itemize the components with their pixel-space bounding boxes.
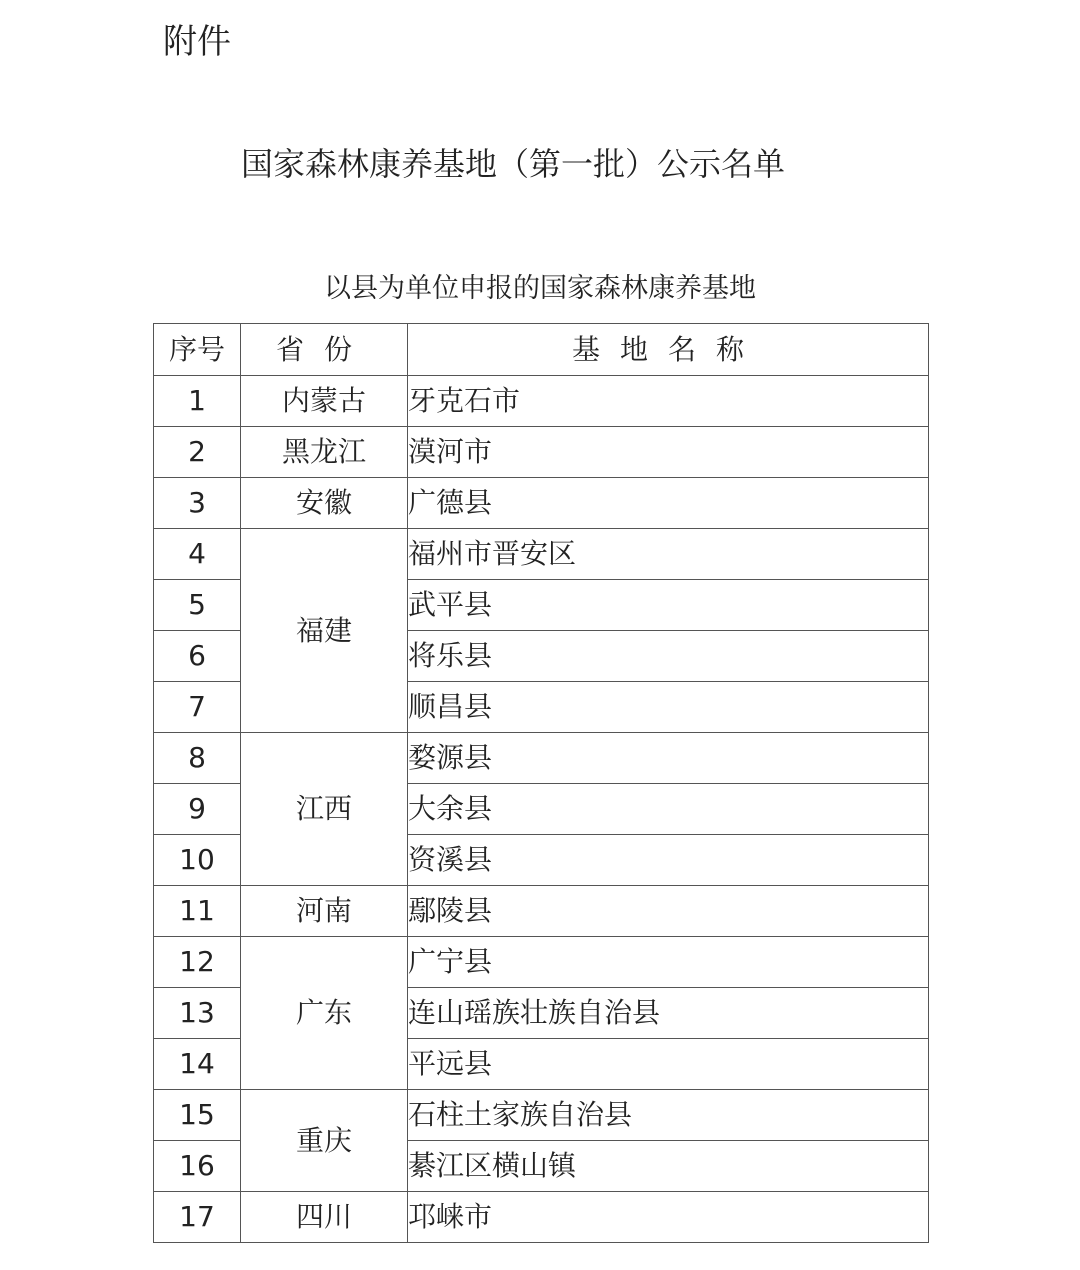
serial-number-cell: 15 bbox=[154, 1090, 241, 1141]
base-name-cell: 资溪县 bbox=[408, 835, 929, 886]
table-row bbox=[154, 1192, 929, 1243]
base-name-cell: 广德县 bbox=[408, 478, 929, 529]
base-name-cell: 邛崃市 bbox=[408, 1192, 929, 1243]
serial-number-cell: 3 bbox=[154, 478, 241, 529]
base-name-cell: 鄢陵县 bbox=[408, 886, 929, 937]
province-cell: 江西 bbox=[241, 733, 408, 886]
base-name-cell: 连山瑶族壮族自治县 bbox=[408, 988, 929, 1039]
serial-number-cell: 8 bbox=[154, 733, 241, 784]
serial-number-cell: 14 bbox=[154, 1039, 241, 1090]
serial-number-cell: 16 bbox=[154, 1141, 241, 1192]
table-body bbox=[154, 376, 929, 1243]
serial-number-cell: 7 bbox=[154, 682, 241, 733]
base-name-cell: 石柱土家族自治县 bbox=[408, 1090, 929, 1141]
table-row bbox=[154, 733, 929, 784]
table-row bbox=[154, 937, 929, 988]
attachment-label: 附件 bbox=[163, 22, 231, 62]
serial-number-cell: 11 bbox=[154, 886, 241, 937]
province-cell: 黑龙江 bbox=[241, 427, 408, 478]
base-name-cell: 顺昌县 bbox=[408, 682, 929, 733]
table-row bbox=[154, 427, 929, 478]
serial-number-cell: 9 bbox=[154, 784, 241, 835]
base-name-cell: 将乐县 bbox=[408, 631, 929, 682]
base-name-cell: 平远县 bbox=[408, 1039, 929, 1090]
province-cell: 福建 bbox=[241, 529, 408, 733]
table-row bbox=[154, 886, 929, 937]
province-cell: 重庆 bbox=[241, 1090, 408, 1192]
table-header-row bbox=[154, 324, 929, 376]
base-name-cell: 綦江区横山镇 bbox=[408, 1141, 929, 1192]
serial-number-cell: 4 bbox=[154, 529, 241, 580]
serial-number-cell: 1 bbox=[154, 376, 241, 427]
province-cell: 四川 bbox=[241, 1192, 408, 1243]
table-row bbox=[154, 478, 929, 529]
base-list-table bbox=[153, 323, 929, 1243]
base-name-cell: 牙克石市 bbox=[408, 376, 929, 427]
base-name-cell: 广宁县 bbox=[408, 937, 929, 988]
serial-number-cell: 17 bbox=[154, 1192, 241, 1243]
header-base-name: 基地名称 bbox=[408, 324, 929, 376]
table-row bbox=[154, 529, 929, 580]
table-caption: 以县为单位申报的国家森林康养基地 bbox=[324, 273, 756, 304]
header-serial-number: 序号 bbox=[154, 324, 241, 376]
serial-number-cell: 5 bbox=[154, 580, 241, 631]
serial-number-cell: 6 bbox=[154, 631, 241, 682]
serial-number-cell: 13 bbox=[154, 988, 241, 1039]
province-cell: 安徽 bbox=[241, 478, 408, 529]
serial-number-cell: 12 bbox=[154, 937, 241, 988]
base-name-cell: 武平县 bbox=[408, 580, 929, 631]
province-cell: 内蒙古 bbox=[241, 376, 408, 427]
province-cell: 广东 bbox=[241, 937, 408, 1090]
header-province: 省份 bbox=[241, 324, 408, 376]
serial-number-cell: 2 bbox=[154, 427, 241, 478]
base-name-cell: 婺源县 bbox=[408, 733, 929, 784]
serial-number-cell: 10 bbox=[154, 835, 241, 886]
base-name-cell: 福州市晋安区 bbox=[408, 529, 929, 580]
table-row bbox=[154, 376, 929, 427]
base-name-cell: 大余县 bbox=[408, 784, 929, 835]
document-title: 国家森林康养基地（第一批）公示名单 bbox=[240, 145, 785, 183]
base-name-cell: 漠河市 bbox=[408, 427, 929, 478]
province-cell: 河南 bbox=[241, 886, 408, 937]
table-row bbox=[154, 1090, 929, 1141]
